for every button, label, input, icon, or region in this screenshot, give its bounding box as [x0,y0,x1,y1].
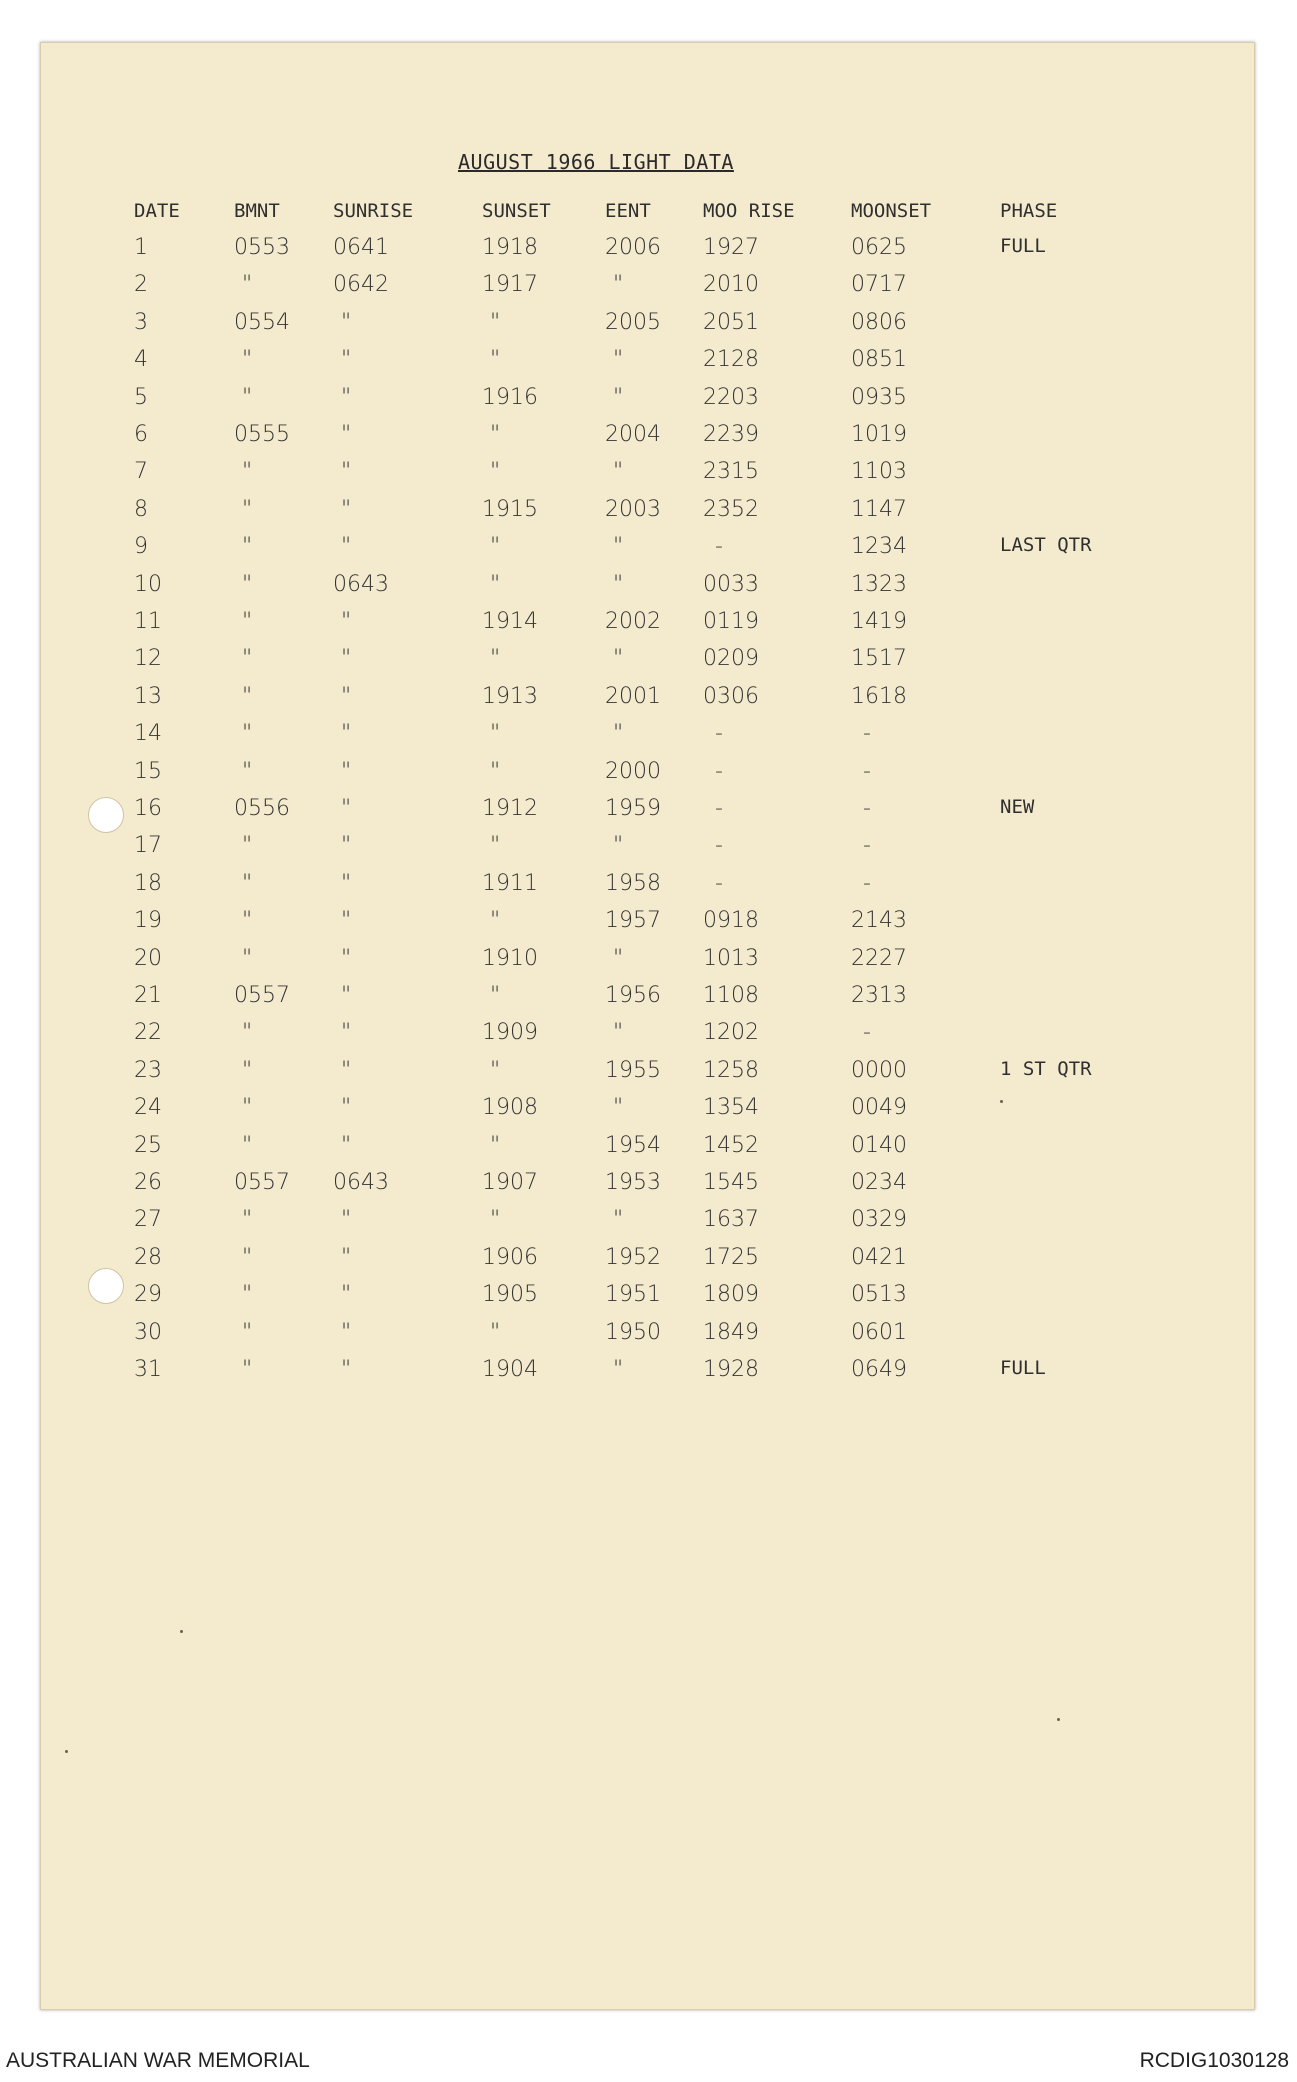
cell-date: 22 [134,1020,162,1045]
cell-sunset: 1914 [482,609,538,634]
cell-moonrise: 1108 [703,983,759,1008]
cell-moonrise: 1013 [703,946,759,971]
cell-eent: " [613,1357,624,1382]
cell-sunrise: " [341,1058,352,1083]
cell-eent: 2005 [605,310,661,335]
paper-speck [65,1750,68,1753]
cell-date: 19 [134,908,162,933]
cell-sunset: 1910 [482,946,538,971]
punch-hole-icon [88,1268,124,1304]
paper-speck [1000,1100,1003,1103]
header-eent: EENT [605,200,651,222]
header-moonrise: MOO RISE [703,200,795,222]
cell-sunset: " [490,422,501,447]
cell-date: 13 [134,684,162,709]
cell-bmnt: " [242,684,253,709]
cell-moonset: 0717 [851,272,907,297]
cell-sunset: " [490,721,501,746]
cell-bmnt: " [242,1095,253,1120]
cell-moonset: 0329 [851,1207,907,1232]
cell-bmnt: " [242,1320,253,1345]
cell-eent: 1958 [605,871,661,896]
cell-bmnt: 0557 [234,983,290,1008]
cell-date: 31 [134,1357,162,1382]
cell-bmnt: " [242,1207,253,1232]
cell-sunset: 1908 [482,1095,538,1120]
cell-phase: FULL [1000,235,1046,257]
cell-eent: 2003 [605,497,661,522]
cell-date: 14 [134,721,162,746]
cell-moonset: - [863,721,871,746]
cell-moonset: 0806 [851,310,907,335]
cell-sunset: " [490,459,501,484]
cell-bmnt: " [242,609,253,634]
cell-moonset: 2227 [851,946,907,971]
cell-sunset: " [490,347,501,372]
cell-bmnt: " [242,646,253,671]
header-phase: PHASE [1000,200,1058,222]
cell-sunrise: " [341,1095,352,1120]
cell-moonrise: 0209 [703,646,759,671]
cell-sunset: 1917 [482,272,538,297]
cell-moonrise: 0033 [703,572,759,597]
cell-sunrise: " [341,908,352,933]
cell-eent: 1952 [605,1245,661,1270]
cell-bmnt: " [242,385,253,410]
cell-date: 26 [134,1170,162,1195]
cell-sunrise: " [341,983,352,1008]
cell-date: 24 [134,1095,162,1120]
cell-eent: 1955 [605,1058,661,1083]
cell-moonrise: - [715,534,723,559]
cell-moonrise: 1545 [703,1170,759,1195]
cell-sunset: " [490,759,501,784]
cell-sunrise: " [341,1133,352,1158]
cell-sunset: " [490,1133,501,1158]
cell-moonrise: - [715,721,723,746]
cell-moonrise: 1849 [703,1320,759,1345]
cell-sunrise: " [341,534,352,559]
cell-moonrise: 2203 [703,385,759,410]
cell-date: 2 [134,272,148,297]
cell-sunset: " [490,1058,501,1083]
cell-eent: " [613,347,624,372]
cell-eent: 2004 [605,422,661,447]
cell-bmnt: " [242,1357,253,1382]
cell-date: 25 [134,1133,162,1158]
cell-moonrise: 1258 [703,1058,759,1083]
cell-eent: 1951 [605,1282,661,1307]
cell-eent: " [613,572,624,597]
cell-moonset: 1019 [851,422,907,447]
cell-moonset: - [863,833,871,858]
cell-sunset: 1912 [482,796,538,821]
cell-bmnt: " [242,908,253,933]
cell-moonset: - [863,871,871,896]
cell-sunrise: 0642 [333,272,389,297]
cell-moonrise: 1452 [703,1133,759,1158]
cell-moonset: 0140 [851,1133,907,1158]
cell-date: 11 [134,609,162,634]
cell-bmnt: " [242,1020,253,1045]
cell-sunset: 1909 [482,1020,538,1045]
cell-moonset: 0935 [851,385,907,410]
cell-bmnt: " [242,1058,253,1083]
cell-eent: 2001 [605,684,661,709]
cell-date: 1 [134,235,148,260]
header-bmnt: BMNT [234,200,280,222]
cell-moonrise: 2051 [703,310,759,335]
cell-eent: 1950 [605,1320,661,1345]
cell-date: 28 [134,1245,162,1270]
cell-date: 5 [134,385,148,410]
cell-moonrise: 1637 [703,1207,759,1232]
paper-speck [180,1630,183,1633]
cell-sunset: 1907 [482,1170,538,1195]
cell-bmnt: 0557 [234,1170,290,1195]
cell-moonset: 0601 [851,1320,907,1345]
cell-sunset: 1905 [482,1282,538,1307]
cell-moonrise: 2010 [703,272,759,297]
cell-date: 30 [134,1320,162,1345]
cell-sunrise: " [341,1245,352,1270]
paper-speck [1057,1718,1060,1721]
cell-bmnt: " [242,272,253,297]
cell-moonset: 1618 [851,684,907,709]
cell-eent: 1957 [605,908,661,933]
cell-moonrise: 1725 [703,1245,759,1270]
cell-eent: " [613,646,624,671]
cell-moonrise: - [715,759,723,784]
cell-date: 12 [134,646,162,671]
cell-bmnt: " [242,721,253,746]
cell-date: 10 [134,572,162,597]
cell-bmnt: " [242,1282,253,1307]
cell-bmnt: 0553 [234,235,290,260]
cell-phase: FULL [1000,1357,1046,1379]
cell-moonrise: - [715,871,723,896]
cell-date: 18 [134,871,162,896]
cell-moonrise: 0306 [703,684,759,709]
cell-bmnt: " [242,759,253,784]
cell-bmnt: " [242,871,253,896]
cell-date: 16 [134,796,162,821]
cell-sunset: " [490,833,501,858]
document-title: AUGUST 1966 LIGHT DATA [458,150,734,174]
cell-date: 8 [134,497,148,522]
cell-moonset: 1234 [851,534,907,559]
footer-right: RCDIG1030128 [1139,2049,1289,2072]
document-page [40,42,1255,2010]
cell-eent: " [613,946,624,971]
cell-eent: 1956 [605,983,661,1008]
cell-eent: " [613,1020,624,1045]
header-moonset: MOONSET [851,200,932,222]
cell-bmnt: " [242,946,253,971]
cell-sunrise: " [341,1282,352,1307]
cell-bmnt: " [242,534,253,559]
cell-moonrise: 1354 [703,1095,759,1120]
cell-moonset: 0625 [851,235,907,260]
cell-phase: LAST QTR [1000,534,1092,556]
cell-eent: " [613,459,624,484]
cell-date: 20 [134,946,162,971]
cell-sunrise: 0643 [333,1170,389,1195]
cell-moonrise: - [715,796,723,821]
cell-bmnt: " [242,572,253,597]
cell-date: 3 [134,310,148,335]
cell-date: 23 [134,1058,162,1083]
cell-moonset: 1517 [851,646,907,671]
cell-sunset: " [490,572,501,597]
cell-eent: 1954 [605,1133,661,1158]
cell-sunrise: " [341,796,352,821]
cell-sunset: 1916 [482,385,538,410]
cell-sunset: " [490,646,501,671]
cell-date: 6 [134,422,148,447]
cell-eent: " [613,1207,624,1232]
cell-moonrise: 2315 [703,459,759,484]
cell-phase: 1 ST QTR [1000,1058,1092,1080]
cell-sunset: 1904 [482,1357,538,1382]
cell-moonrise: 1202 [703,1020,759,1045]
cell-date: 29 [134,1282,162,1307]
cell-sunrise: " [341,497,352,522]
cell-bmnt: " [242,347,253,372]
cell-date: 27 [134,1207,162,1232]
cell-moonrise: 2352 [703,497,759,522]
cell-sunset: " [490,534,501,559]
cell-moonrise: 0119 [703,609,759,634]
cell-moonset: 0234 [851,1170,907,1195]
cell-moonset: 2143 [851,908,907,933]
cell-sunset: " [490,310,501,335]
punch-hole-icon [88,797,124,833]
cell-sunrise: " [341,459,352,484]
cell-eent: " [613,721,624,746]
cell-date: 21 [134,983,162,1008]
cell-eent: 2006 [605,235,661,260]
cell-moonrise: - [715,833,723,858]
cell-moonset: 2313 [851,983,907,1008]
cell-sunset: 1906 [482,1245,538,1270]
cell-moonset: 1147 [851,497,907,522]
cell-moonset: 0049 [851,1095,907,1120]
cell-sunrise: " [341,721,352,746]
cell-moonset: - [863,796,871,821]
cell-sunrise: " [341,422,352,447]
cell-sunrise: " [341,1357,352,1382]
cell-moonset: 1419 [851,609,907,634]
cell-bmnt: 0556 [234,796,290,821]
cell-date: 15 [134,759,162,784]
cell-sunrise: " [341,609,352,634]
cell-sunrise: " [341,759,352,784]
header-date: DATE [134,200,180,222]
cell-sunrise: " [341,385,352,410]
cell-sunrise: 0641 [333,235,389,260]
cell-sunrise: " [341,646,352,671]
cell-eent: 1953 [605,1170,661,1195]
header-sunrise: SUNRISE [333,200,414,222]
cell-sunset: " [490,983,501,1008]
cell-moonset: 0649 [851,1357,907,1382]
cell-eent: 2002 [605,609,661,634]
cell-sunrise: " [341,310,352,335]
cell-date: 4 [134,347,148,372]
cell-moonrise: 2128 [703,347,759,372]
cell-bmnt: " [242,833,253,858]
cell-moonrise: 1928 [703,1357,759,1382]
cell-moonset: 0851 [851,347,907,372]
cell-sunset: 1913 [482,684,538,709]
cell-moonset: 1103 [851,459,907,484]
cell-eent: 2000 [605,759,661,784]
cell-eent: " [613,833,624,858]
cell-eent: " [613,534,624,559]
cell-sunset: " [490,1207,501,1232]
cell-eent: 1959 [605,796,661,821]
cell-date: 17 [134,833,162,858]
cell-moonset: 0513 [851,1282,907,1307]
cell-sunrise: " [341,833,352,858]
cell-moonrise: 1927 [703,235,759,260]
cell-sunrise: " [341,684,352,709]
cell-bmnt: " [242,459,253,484]
cell-sunrise: " [341,1020,352,1045]
cell-sunset: 1911 [482,871,538,896]
cell-moonset: 1323 [851,572,907,597]
cell-sunrise: " [341,347,352,372]
header-sunset: SUNSET [482,200,551,222]
cell-moonrise: 2239 [703,422,759,447]
cell-sunset: " [490,908,501,933]
cell-moonset: 0421 [851,1245,907,1270]
cell-eent: " [613,1095,624,1120]
cell-sunset: 1915 [482,497,538,522]
cell-bmnt: " [242,1133,253,1158]
cell-phase: NEW [1000,796,1035,818]
cell-bmnt: " [242,1245,253,1270]
cell-bmnt: 0554 [234,310,290,335]
cell-sunrise: 0643 [333,572,389,597]
cell-eent: " [613,385,624,410]
cell-moonset: - [863,759,871,784]
cell-moonset: - [863,1020,871,1045]
cell-moonrise: 1809 [703,1282,759,1307]
cell-sunrise: " [341,1207,352,1232]
cell-moonset: 0000 [851,1058,907,1083]
cell-bmnt: " [242,497,253,522]
cell-sunrise: " [341,946,352,971]
cell-sunrise: " [341,1320,352,1345]
cell-date: 7 [134,459,148,484]
cell-sunrise: " [341,871,352,896]
cell-bmnt: 0555 [234,422,290,447]
cell-moonrise: 0918 [703,908,759,933]
cell-eent: " [613,272,624,297]
footer-left: AUSTRALIAN WAR MEMORIAL [6,2049,310,2072]
cell-date: 9 [134,534,148,559]
cell-sunset: 1918 [482,235,538,260]
cell-sunset: " [490,1320,501,1345]
